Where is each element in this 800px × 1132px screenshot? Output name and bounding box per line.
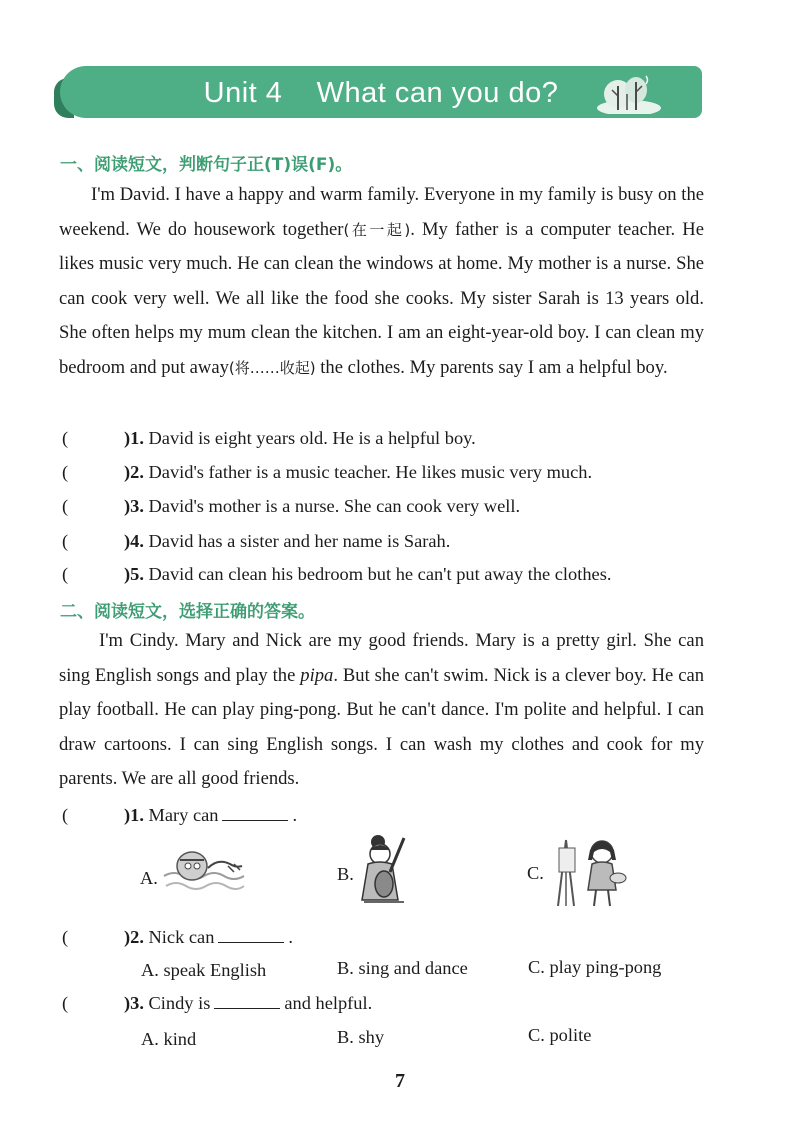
passage1-text-a: I'm David. I have a happy and warm family. Everyone in my family is busy on the weekend. We do housework together — [59, 184, 704, 240]
option-text: shy — [358, 1027, 385, 1047]
mc-question-1[interactable] — [62, 801, 297, 829]
option-c[interactable] — [528, 955, 661, 979]
answer-paren[interactable]: ( — [62, 428, 69, 448]
option-letter[interactable]: C. — [527, 863, 544, 883]
question-number: )1. — [124, 805, 144, 825]
section1-heading: 一、阅读短文，判断句子正(T)误(F)。 — [60, 155, 353, 175]
option-letter: C. — [528, 957, 545, 977]
question-number: )2. — [124, 927, 144, 947]
passage2-text-a: I'm Cindy. Mary and Nick are my good friends. Mary is a pretty girl. She can sing English songs and play the — [59, 630, 704, 686]
option-text: play ping-pong — [549, 957, 662, 977]
answer-blank[interactable] — [214, 992, 280, 1009]
question-text: Nick can — [148, 927, 215, 947]
passage2-pipa: pipa — [300, 664, 334, 686]
answer-blank[interactable] — [222, 804, 288, 821]
option-letter: B. — [337, 958, 354, 978]
tf-question-3[interactable] — [62, 492, 520, 520]
answer-blank[interactable] — [218, 926, 284, 943]
painter-icon — [550, 834, 630, 910]
option-letter: B. — [337, 1027, 354, 1047]
option-b[interactable] — [337, 956, 468, 980]
pipa-player-icon — [356, 832, 416, 910]
option-letter[interactable]: A. — [140, 868, 158, 888]
passage2-text-b: . But she can't swim. Nick is a clever boy. He can play football. He can play ping-pong. But he can't dance. I'm polite and helpful. I can draw cartoons. I can sing English songs. I can wash my clothes and cook for my parents. We are all good friends. — [59, 664, 705, 789]
question-text: David's mother is a nurse. She can cook very well. — [148, 496, 521, 516]
question-text-end: . — [288, 927, 294, 947]
option-text: sing and dance — [358, 958, 468, 978]
passage1-note-put-away: (将……收起) — [228, 358, 316, 377]
passage1-text-b: . My father is a computer teacher. He likes music very much. He can clean the windows at home. My mother is a nurse. She can cook very well. We all like the food she cooks. My sister Sarah is 13 years old. She often helps my mum clean the kitchen. I am an eight-year-old boy. I can clean my bedroom and put away — [59, 218, 704, 378]
unit-title: Unit 4 What can you do? — [203, 77, 559, 109]
answer-paren[interactable]: ( — [62, 927, 69, 947]
option-letter: A. — [141, 960, 159, 980]
unit-banner — [60, 66, 702, 118]
answer-paren[interactable]: ( — [62, 564, 69, 584]
question-text: Mary can — [148, 805, 219, 825]
mc-question-2[interactable] — [62, 923, 293, 951]
question-text: David can clean his bedroom but he can't put away the clothes. — [148, 564, 612, 584]
question-number: )5. — [124, 564, 144, 584]
option-letter: C. — [528, 1025, 545, 1045]
option-letter[interactable]: B. — [337, 864, 354, 884]
question-number: )3. — [124, 496, 144, 516]
answer-paren[interactable]: ( — [62, 993, 69, 1013]
answer-paren[interactable]: ( — [62, 462, 69, 482]
tf-question-1[interactable] — [62, 424, 476, 452]
question-number: )1. — [124, 428, 144, 448]
tree-decoration-icon — [596, 72, 662, 114]
section2-passage — [59, 624, 704, 797]
answer-paren[interactable]: ( — [62, 496, 69, 516]
answer-paren[interactable]: ( — [62, 805, 69, 825]
option-a[interactable] — [141, 1027, 196, 1051]
tf-question-2[interactable] — [62, 458, 592, 486]
question-text: David is eight years old. He is a helpful boy. — [148, 428, 476, 448]
passage1-text-c: the clothes. My parents say I am a helpful boy. — [315, 356, 668, 378]
question-text: David has a sister and her name is Sarah. — [148, 531, 451, 551]
page-number: 7 — [395, 1070, 405, 1092]
question-text-end: . — [292, 805, 298, 825]
question-number: )4. — [124, 531, 144, 551]
answer-paren[interactable]: ( — [62, 531, 69, 551]
option-text: speak English — [163, 960, 267, 980]
tf-question-5[interactable] — [62, 560, 611, 588]
option-text: kind — [163, 1029, 197, 1049]
mc-question-3[interactable] — [62, 989, 372, 1017]
passage1-note-together: (在一起) — [343, 220, 411, 239]
option-c[interactable] — [528, 1023, 591, 1047]
option-a[interactable] — [141, 958, 266, 982]
option-b[interactable] — [337, 1025, 384, 1049]
question-text-end: and helpful. — [284, 993, 373, 1013]
question-text: Cindy is — [148, 993, 211, 1013]
option-text: polite — [549, 1025, 592, 1045]
section1-passage — [59, 178, 704, 385]
tf-question-4[interactable] — [62, 527, 450, 555]
question-number: )2. — [124, 462, 144, 482]
section2-heading: 二、阅读短文，选择正确的答案。 — [60, 602, 315, 622]
question-number: )3. — [124, 993, 144, 1013]
question-text: David's father is a music teacher. He likes music very much. — [148, 462, 593, 482]
swimmer-icon — [162, 846, 248, 894]
option-letter: A. — [141, 1029, 159, 1049]
